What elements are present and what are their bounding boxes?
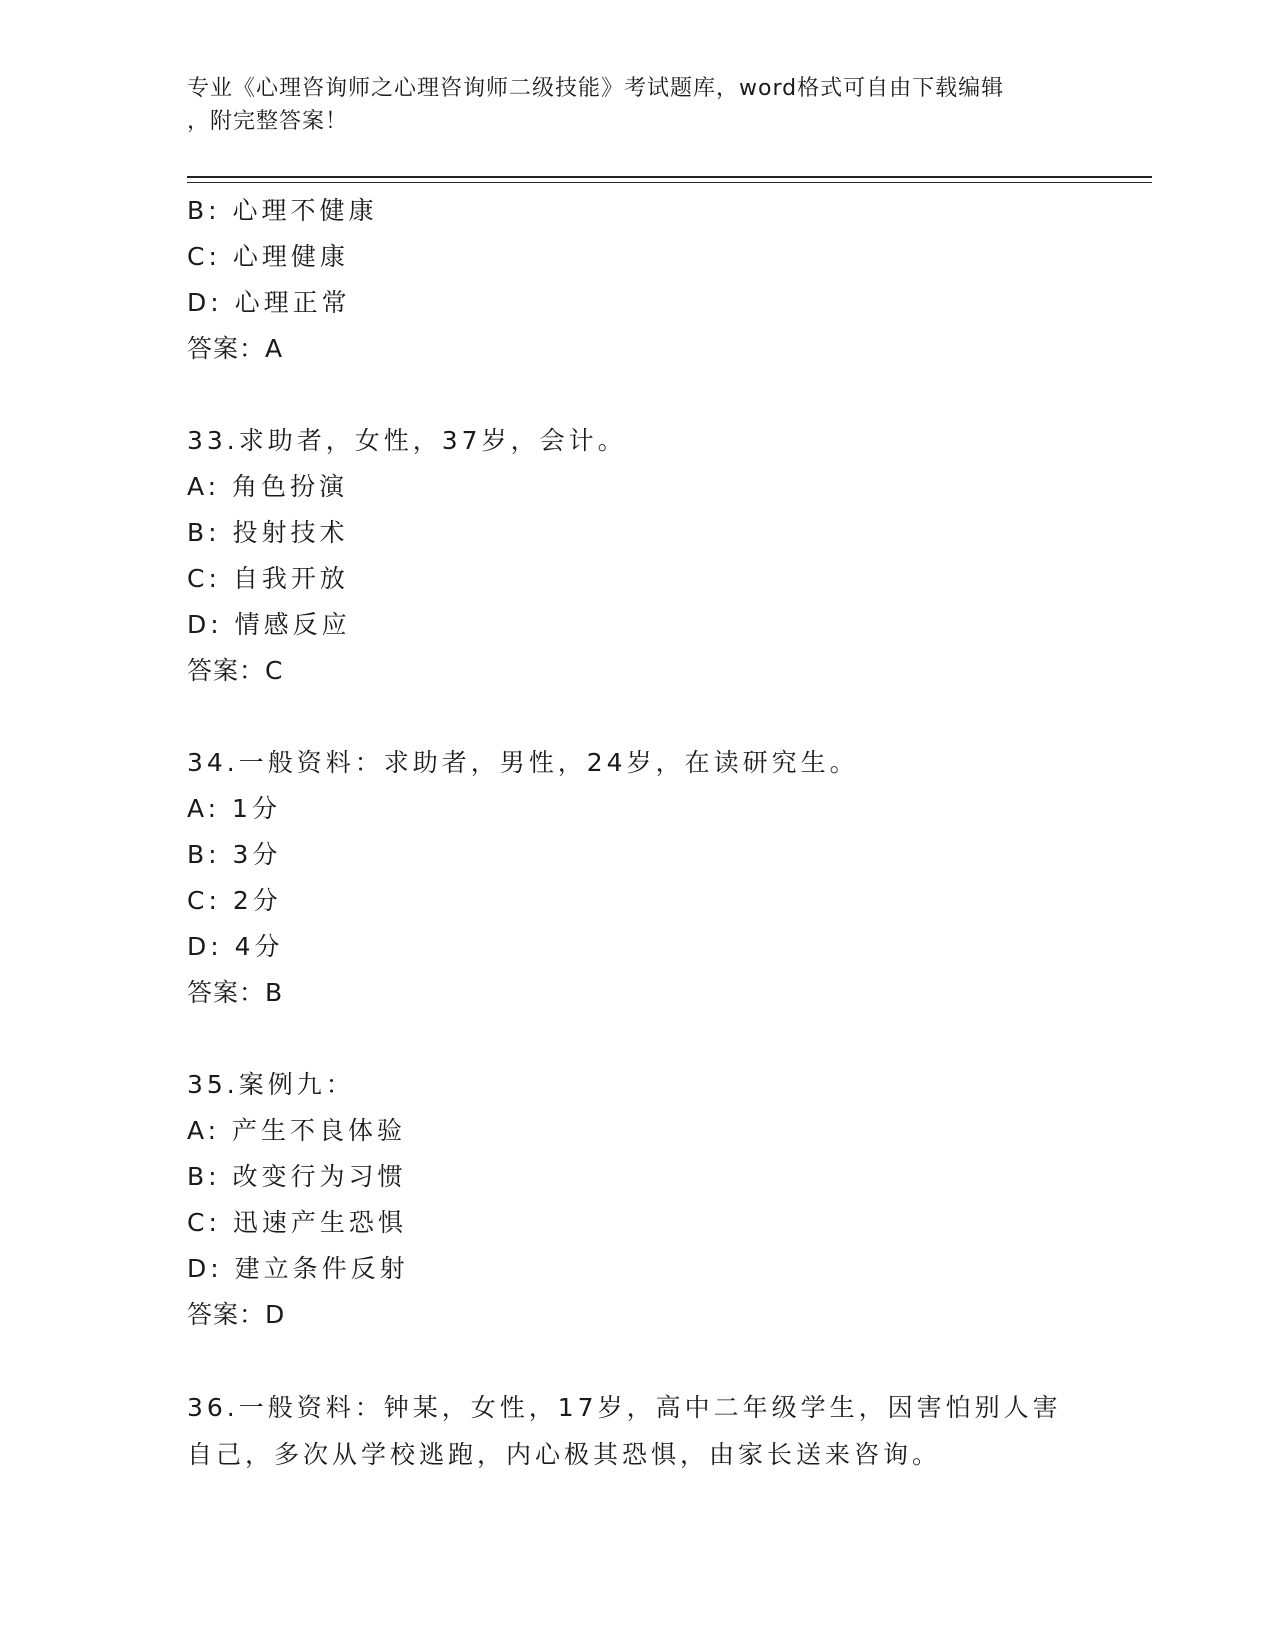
question-stem: 35.案例九： — [187, 1070, 355, 1099]
spacer — [187, 694, 1147, 740]
question-block-33 — [187, 418, 1147, 694]
question-block-34 — [187, 740, 1147, 1016]
header-title-line-2: ，附完整答案！ — [187, 109, 349, 134]
header-title-line-1: 专业《心理咨询师之心理咨询师二级技能》考试题库，word格式可自由下载编辑 — [187, 76, 1005, 101]
question-stem: 33.求助者，女性，37岁，会计。 — [187, 426, 627, 455]
question-stem: 36.一般资料：钟某，女性，17岁，高中二年级学生，因害怕别人害自己，多次从学校逃跑，内心极其恐惧，由家长送来咨询。 — [187, 1393, 1062, 1469]
answer-line: 答案：C — [187, 656, 284, 685]
option-d: D: 心理正常 — [187, 288, 351, 317]
option-c: C: 迅速产生恐惧 — [187, 1208, 407, 1237]
question-block-32 — [187, 188, 1147, 372]
question-block-36 — [187, 1384, 1147, 1478]
answer-line: 答案：D — [187, 1300, 286, 1329]
answer-line: 答案：A — [187, 334, 284, 363]
option-a: A: 角色扮演 — [187, 472, 349, 501]
option-c: C: 心理健康 — [187, 242, 349, 271]
option-b: B: 改变行为习惯 — [187, 1162, 407, 1191]
option-c: C: 2分 — [187, 886, 282, 915]
option-d: D: 建立条件反射 — [187, 1254, 409, 1283]
question-list — [187, 188, 1147, 1478]
header-divider-thin — [187, 182, 1152, 183]
option-b: B: 3分 — [187, 840, 282, 869]
question-stem: 34.一般资料：求助者，男性，24岁，在读研究生。 — [187, 748, 859, 777]
option-d: D: 4分 — [187, 932, 284, 961]
option-b: B: 心理不健康 — [187, 196, 378, 225]
question-block-35 — [187, 1062, 1147, 1338]
option-c: C: 自我开放 — [187, 564, 349, 593]
header-divider-thick — [187, 176, 1152, 178]
answer-line: 答案：B — [187, 978, 284, 1007]
option-b: B: 投射技术 — [187, 518, 349, 547]
option-a: A: 产生不良体验 — [187, 1116, 407, 1145]
document-header — [187, 72, 1067, 138]
spacer — [187, 1338, 1147, 1384]
option-a: A: 1分 — [187, 794, 281, 823]
option-d: D: 情感反应 — [187, 610, 351, 639]
spacer — [187, 372, 1147, 418]
spacer — [187, 1016, 1147, 1062]
